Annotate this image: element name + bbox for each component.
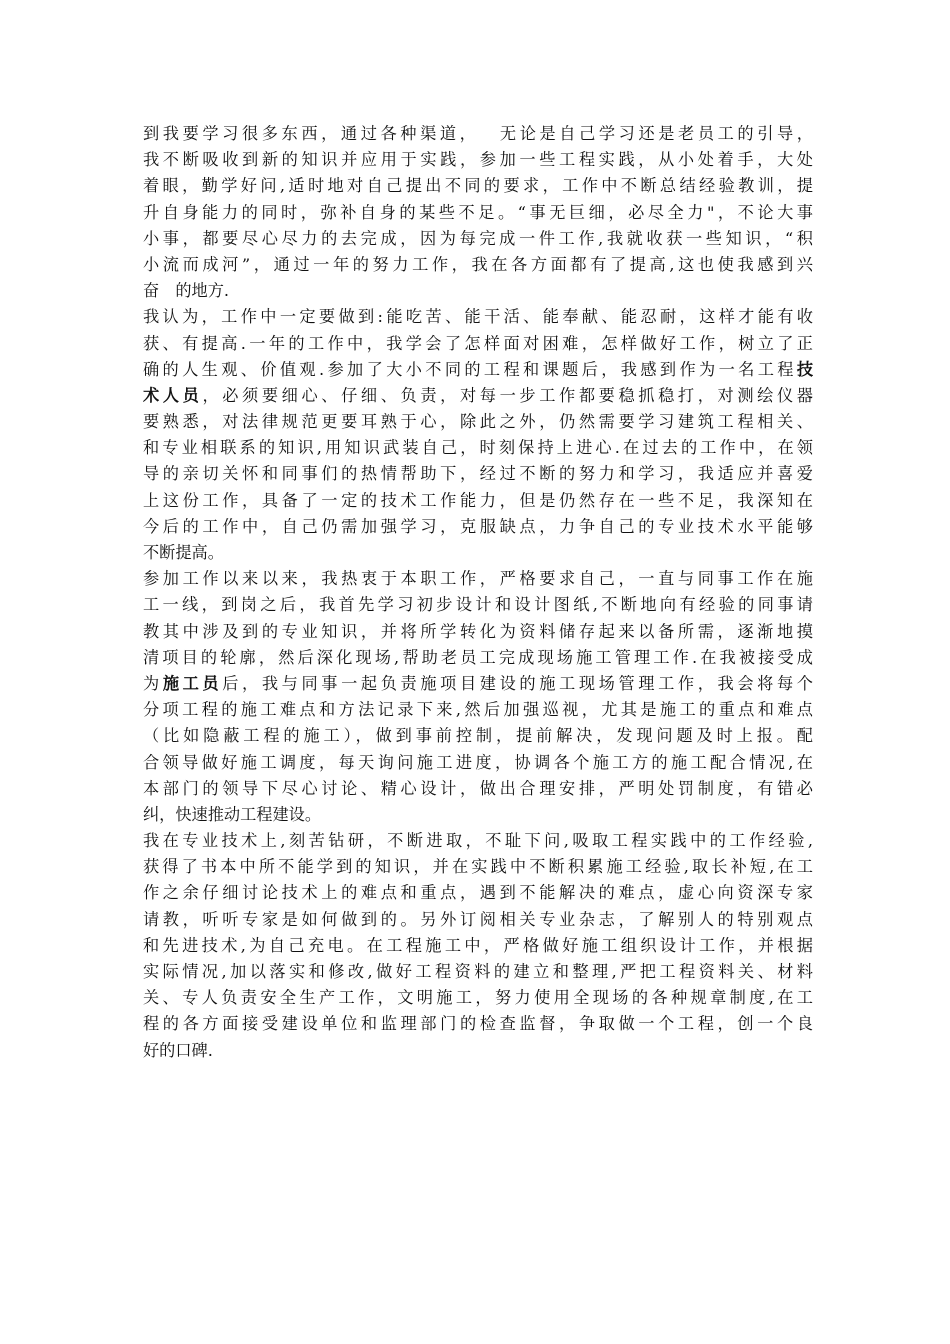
document-body: [143, 121, 813, 1064]
text-line: 要熟悉，对法律规范更要耳熟于心，除此之外，仍然需要学习建筑工程相关、: [143, 412, 813, 432]
text-line: 获、有提高.一年的工作中，我学会了怎样面对困难，怎样做好工作，树立了正: [143, 333, 813, 353]
paragraph-2: [143, 304, 813, 566]
text-line: 不断提高。: [143, 543, 224, 562]
text-line: [143, 383, 813, 409]
text-line: 升自身能力的同时，弥补自身的某些不足。“事无巨细，必尽全力"，不论大事: [143, 202, 813, 222]
text-line: 请教，听听专家是如何做到的。另外订阅相关专业杂志，了解别人的特别观点: [143, 909, 813, 929]
text-line: 参加工作以来以来，我热衷于本职工作，严格要求自己，一直与同事工作在施: [143, 569, 813, 589]
bold-term: 术人员: [143, 385, 203, 405]
text-run: 为: [143, 673, 163, 693]
text-line: 今后的工作中，自己仍需加强学习，克服缺点，力争自己的专业技术水平能够: [143, 516, 813, 536]
text-line: 实际情况,加以落实和修改,做好工程资料的建立和整理,严把工程资料关、材料: [143, 962, 813, 981]
text-line: 关、专人负责安全生产工作，文明施工，努力使用全现场的各种规章制度,在工: [143, 988, 813, 1008]
text-line: 作之余仔细讨论技术上的难点和重点，遇到不能解决的难点，虚心向资深专家: [143, 883, 813, 903]
text-line: 教其中涉及到的专业知识，并将所学转化为资料储存起来以备所需，逐渐地摸: [143, 621, 813, 641]
text-run: 后，我与同事一起负责施项目建设的施工现场管理工作，我会将每个: [222, 673, 813, 693]
text-line: [143, 671, 813, 697]
text-line: 工一线，到岗之后，我首先学习初步设计和设计图纸,不断地向有经验的同事请: [143, 595, 813, 615]
text-line: 好的口碑.: [143, 1040, 213, 1060]
text-line: 和先进技术,为自己充电。在工程施工中，严格做好施工组织设计工作，并根据: [143, 935, 813, 955]
text-line: 和专业相联系的知识,用知识武装自己，时刻保持上进心.在过去的工作中，在领: [143, 438, 813, 458]
text-line: [143, 357, 813, 383]
text-line: 合领导做好施工调度，每天询问施工进度，协调各个施工方的施工配合情况,在: [143, 752, 813, 772]
text-line: 获得了书本中所不能学到的知识，并在实践中不断积累施工经验,取长补短,在工: [143, 857, 813, 877]
text-run: ，必须要细心、仔细、负责，对每一步工作都要稳抓稳打，对测绘仪器: [202, 385, 813, 405]
paragraph-1: [143, 121, 813, 304]
text-line: 着眼，勤学好问,适时地对自己提出不同的要求，工作中不断总结经验教训，提: [143, 176, 813, 196]
text-line: 我认为，工作中一定要做到:能吃苦、能干活、能奉献、能忍耐，这样才能有收: [143, 307, 813, 327]
text-line: 小流而成河”，通过一年的努力工作，我在各方面都有了提高,这也使我感到兴: [143, 254, 813, 274]
paragraph-4: [143, 828, 813, 1064]
bold-term: 技: [796, 359, 813, 379]
bold-term: 施工员: [162, 673, 223, 693]
text-line: 奋 的地方.: [143, 281, 230, 301]
text-line: 清项目的轮廓，然后深化现场,帮助老员工完成现场施工管理工作.在我被接受成: [143, 647, 813, 667]
text-line: 导的亲切关怀和同事们的热情帮助下，经过不断的努力和学习，我适应并喜爱: [143, 464, 813, 484]
text-line: 到我要学习很多东西，通过各种渠道， 无论是自己学习还是老员工的引导，: [143, 124, 813, 143]
text-line: 分项工程的施工难点和方法记录下来,然后加强巡视，尤其是施工的重点和难点: [143, 700, 813, 720]
paragraph-3: [143, 566, 813, 828]
text-run: 确的人生观、价值观.参加了大小不同的工程和课题后，我感到作为一名工程: [143, 359, 797, 379]
text-line: 我在专业技术上,刻苦钻研，不断进取，不耻下问,吸取工程实践中的工作经验,: [143, 831, 813, 851]
text-line: 我不断吸收到新的知识并应用于实践，参加一些工程实践，从小处着手，大处: [143, 150, 813, 170]
text-line: 本部门的领导下尽心讨论、精心设计，做出合理安排，严明处罚制度，有错必: [143, 778, 813, 798]
text-line: （比如隐蔽工程的施工），做到事前控制，提前解决，发现问题及时上报。配: [143, 726, 813, 746]
text-line: 上这份工作，具备了一定的技术工作能力，但是仍然存在一些不足，我深知在: [143, 490, 813, 510]
text-line: 程的各方面接受建设单位和监理部门的检查监督，争取做一个工程，创一个良: [143, 1014, 813, 1034]
text-line: 纠，快速推动工程建设。: [143, 804, 322, 824]
text-line: 小事，都要尽心尽力的去完成，因为每完成一件工作,我就收获一些知识，“积: [143, 228, 813, 248]
